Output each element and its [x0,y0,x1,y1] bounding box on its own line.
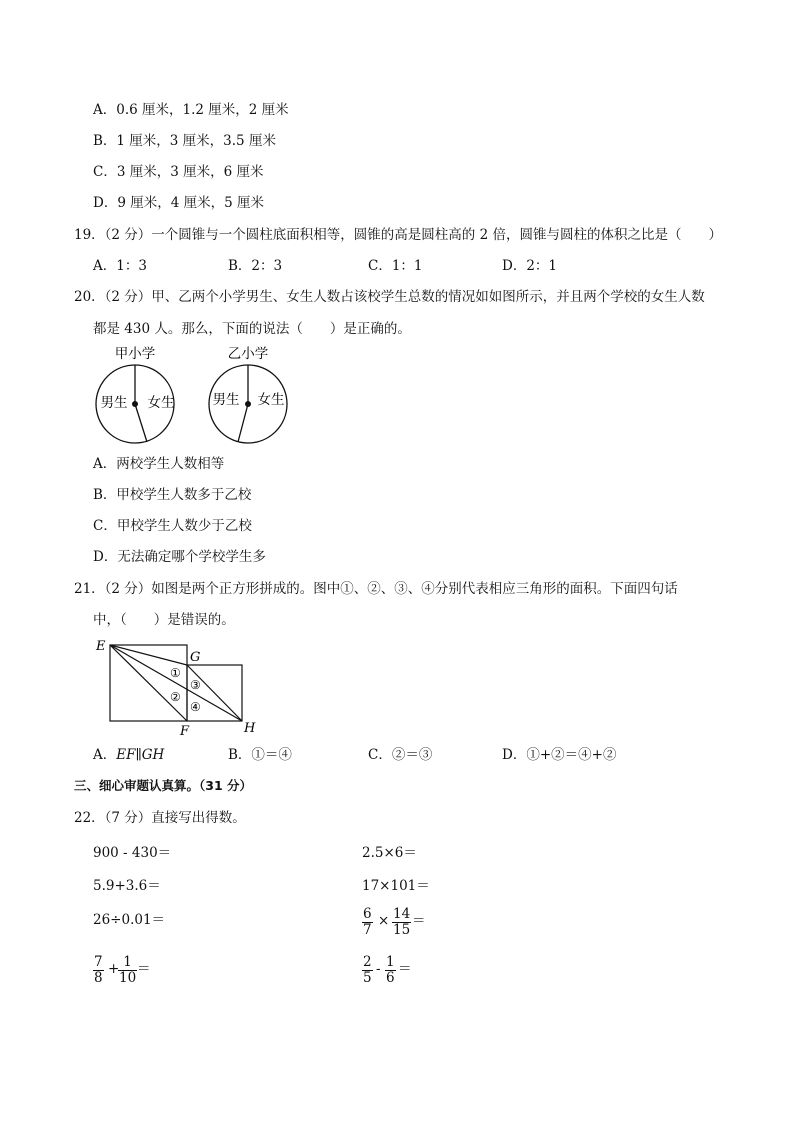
pie-b-title: 乙小学 [227,346,269,362]
numerator: 1 [123,954,132,970]
point-g-label: G [190,650,201,665]
q18-option-a[interactable]: A．0.6 厘米，1.2 厘米，2 厘米 [93,102,289,118]
region-1-label: ① [170,666,181,680]
expr-2-5-times-6: 2.5×6＝ [362,845,417,861]
expr-26-div-0-01: 26÷0.01＝ [93,912,166,928]
q21-stem-line1: 21．（2 分）如图是两个正方形拼成的。图中①、②、③、④分别代表相应三角形的面积。下面四句话 [74,581,678,597]
q21-option-d[interactable]: D．①+②＝④+② [502,747,617,763]
equals-sign: ＝ [412,913,426,929]
region-3-label: ③ [190,678,201,692]
operator: - [376,961,381,977]
q20-stem-line2: 都是 430 人。那么，下面的说法（ ）是正确的。 [93,321,411,337]
q22-stem: 22．（7 分）直接写出得数。 [74,810,246,826]
pie-a-title: 甲小学 [114,346,156,362]
expr-900-minus-430: 900 - 430＝ [93,845,172,861]
fraction-14-15 [392,907,411,938]
region-4-label: ④ [190,700,201,714]
denominator: 8 [94,970,103,986]
q19-option-a[interactable]: A．1：3 [93,258,147,274]
denominator: 5 [363,970,372,986]
q21-option-a[interactable] [93,746,164,764]
denominator: 10 [119,970,137,986]
q20-stem-line1: 20．（2 分）甲、乙两个小学男生、女生人数占该校学生总数的情况如如图所示，并且两个学校的女生人数 [74,289,705,305]
denominator: 6 [386,970,395,986]
fraction-1-10 [118,955,137,986]
pie-b-right-label: 女生 [257,392,285,408]
q18-option-d[interactable]: D．9 厘米，4 厘米，5 厘米 [93,195,264,211]
pie-a-right-label: 女生 [147,395,175,411]
region-2-label: ② [170,690,181,704]
point-h-label: H [244,721,256,736]
q19-option-d[interactable]: D．2：1 [502,258,558,274]
denominator: 15 [393,922,411,938]
q21-option-c[interactable]: C．②＝③ [368,747,433,763]
q21-option-a-math: EF∥GH [116,747,165,763]
fraction-2-5 [362,955,373,986]
equals-sign: ＝ [137,961,151,977]
q21-stem-line2: 中，（ ）是错误的。 [93,612,235,628]
expr-5-9-plus-3-6: 5.9+3.6＝ [93,878,161,894]
numerator: 7 [94,954,103,970]
numerator: 1 [386,954,395,970]
q18-option-c[interactable]: C．3 厘米，3 厘米，6 厘米 [93,164,264,180]
fraction-6-7 [362,907,373,938]
expr-17-times-101: 17×101＝ [362,878,430,894]
pie-b-left-label: 男生 [212,392,240,408]
q20-option-a[interactable]: A．两校学生人数相等 [93,456,225,472]
numerator: 6 [363,906,372,922]
equals-sign: ＝ [398,961,412,977]
fraction-1-6 [385,955,396,986]
operator: + [108,961,120,977]
numerator: 2 [363,954,372,970]
q19-stem: 19．（2 分）一个圆锥与一个圆柱底面积相等，圆锥的高是圆柱高的 2 倍，圆锥与圆柱的体积之比是（ ） [74,227,722,243]
q21-option-b[interactable]: B．①＝④ [228,747,292,763]
point-f-label: F [180,724,190,739]
q19-option-c[interactable]: C．1：1 [368,258,423,274]
numerator: 14 [393,906,411,922]
q20-option-c[interactable]: C．甲校学生人数少于乙校 [93,518,252,534]
operator: × [378,913,390,929]
section-3-heading: 三、细心审题认真算。（31 分） [74,778,252,793]
q20-option-b[interactable]: B．甲校学生人数多于乙校 [93,487,252,503]
denominator: 7 [363,922,372,938]
q21-option-a-prefix: A． [93,747,117,763]
point-e-label: E [96,639,106,654]
pie-a-left-label: 男生 [100,395,128,411]
q20-option-d[interactable]: D．无法确定哪个学校学生多 [93,549,266,565]
fraction-7-8 [93,955,104,986]
q18-option-b[interactable]: B．1 厘米，3 厘米，3.5 厘米 [93,133,276,149]
q19-option-b[interactable]: B．2：3 [228,258,283,274]
